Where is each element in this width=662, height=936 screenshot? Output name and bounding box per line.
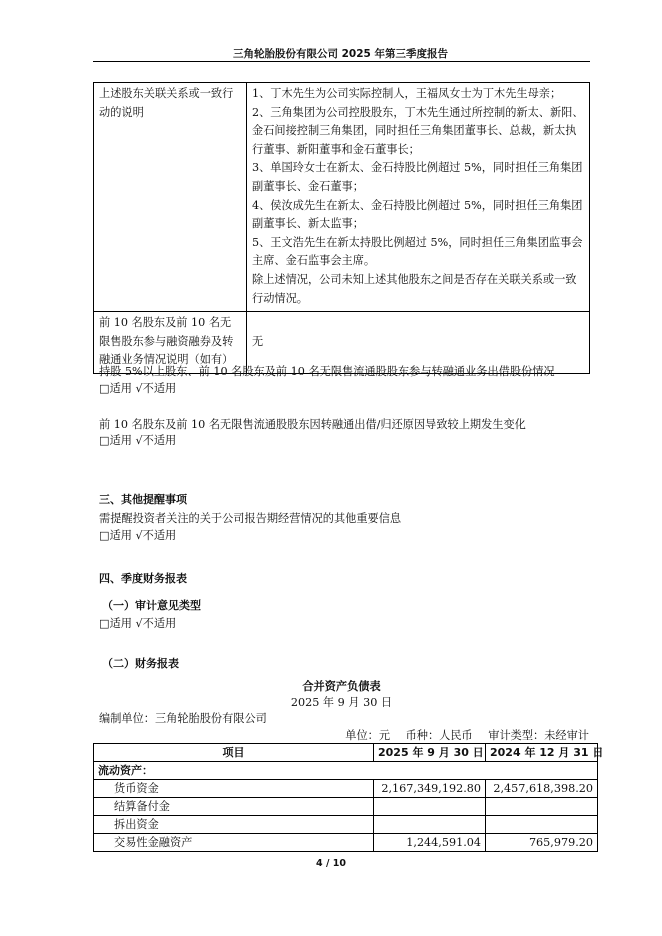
page-number: 4 / 10 [316, 858, 346, 869]
relation-line: 2、三角集团为公司控股股东，丁木先生通过所控制的新太、新阳、金石间接控制三角集团，同时担任三角集团董事长、总裁，新太执行董事、新阳董事和金石董事长； [252, 105, 584, 156]
group-label: 流动资产： [94, 762, 598, 780]
item-cell: 交易性金融资产 [94, 834, 374, 852]
table-row [94, 816, 598, 834]
current-value: 1,244,591.04 [374, 834, 486, 852]
item-cell: 结算备付金 [94, 798, 374, 816]
column-header: 2025 年 9 月 30 日 [374, 744, 486, 762]
relation-line: 1、丁木先生为公司实际控制人，王福凤女士为丁木先生母亲； [252, 87, 562, 100]
preparer: 编制单位：三角轮胎股份有限公司 [99, 712, 267, 725]
relation-line: 5、王文浩先生在新太持股比例超过 5%，同时担任三角集团监事会主席、金石监事会主席。 [252, 235, 583, 268]
section-text: 需提醒投资者关注的关于公司报告期经营情况的其他重要信息 [99, 512, 402, 525]
item-cell: 货币资金 [94, 780, 374, 798]
applicability-option: □适用 √不适用 [99, 529, 177, 542]
statement-date: 2025 年 9 月 30 日 [290, 696, 393, 709]
column-header: 2024 年 12 月 31 日 [486, 744, 598, 762]
current-value [374, 798, 486, 816]
margin-trading-label: 前 10 名股东及前 10 名无限售股东参与融资融券及转融通业务情况说明（如有） [94, 312, 247, 374]
current-value [374, 816, 486, 834]
section-heading: 四、季度财务报表 [99, 572, 187, 585]
balance-sheet-table [93, 743, 604, 852]
applicability-option: □适用 √不适用 [99, 617, 177, 630]
table-header-row [94, 744, 598, 762]
subsection-heading: （一）审计意见类型 [102, 599, 201, 612]
applicability-option: □适用 √不适用 [99, 382, 177, 395]
table-row [94, 834, 598, 852]
applicability-option: □适用 √不适用 [99, 434, 177, 447]
relation-line: 3、单国玲女士在新太、金石持股比例超过 5%，同时担任三角集团副董事长、金石董事； [252, 161, 583, 193]
statement-units [333, 727, 589, 743]
table-row [94, 83, 590, 312]
prior-value [486, 816, 598, 834]
report-header: 三角轮胎股份有限公司 2025 年第三季度报告 [232, 48, 449, 60]
margin-trading-value: 无 [247, 312, 590, 374]
header-divider [93, 61, 590, 62]
prior-value: 2,457,618,398.20 [486, 780, 598, 798]
current-value: 2,167,349,192.80 [374, 780, 486, 798]
relation-line: 4、侯汝成先生在新太、金石持股比例超过 5%，同时担任三角集团副董事长、新太监事； [252, 198, 583, 231]
column-header: 项目 [94, 744, 374, 762]
prior-value [486, 798, 598, 816]
statement-title: 合并资产负债表 [302, 680, 381, 693]
table-row [94, 798, 598, 816]
table-row [94, 762, 598, 780]
currency-label: 币种：人民币 [405, 729, 473, 742]
prior-value: 765,979.20 [486, 834, 598, 852]
unit-label: 单位：元 [345, 729, 391, 742]
note-title: 持股 5%以上股东、前 10 名股东及前 10 名无限售流通股股东参与转融通业务出借股份情况 [99, 365, 555, 378]
shareholder-relation-table [93, 82, 590, 374]
relation-label: 上述股东关联关系或一致行动的说明 [94, 83, 247, 312]
relation-line: 除上述情况，公司未知上述其他股东之间是否存在关联关系或一致行动情况。 [252, 272, 577, 305]
relation-description [247, 83, 590, 312]
note-title: 前 10 名股东及前 10 名无限售流通股股东因转融通出借/归还原因导致较上期发生变化 [99, 418, 526, 431]
section-heading: 三、其他提醒事项 [99, 493, 187, 506]
item-cell: 拆出资金 [94, 816, 374, 834]
table-row [94, 780, 598, 798]
audit-type-label: 审计类型：未经审计 [488, 729, 589, 742]
subsection-heading: （二）财务报表 [102, 657, 179, 670]
